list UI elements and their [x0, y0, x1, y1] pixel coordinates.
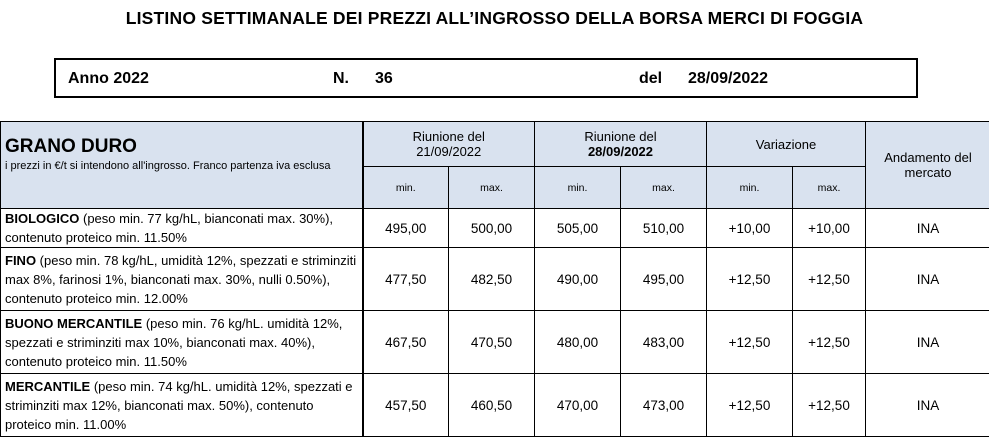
category-title: GRANO DURO [5, 136, 137, 157]
page-title: LISTINO SETTIMANALE DEI PREZZI ALL’INGROSSO DELLA BORSA MERCI DI FOGGIA [125, 8, 864, 28]
riunione-prev-date: 21/09/2022 [416, 144, 482, 159]
grade-name: BIOLOGICO [5, 211, 80, 226]
anno-label: Anno 2022 [68, 70, 149, 87]
riunione-current-date: 28/09/2022 [587, 144, 654, 159]
grade-name: MERCANTILE [5, 378, 91, 394]
variazione-header: Variazione [707, 122, 866, 167]
price-min-current: 480,00 [535, 311, 621, 374]
min-header: min. [363, 167, 449, 209]
riunione-current-label: Riunione del [584, 129, 657, 144]
table-row [1, 209, 989, 248]
market-trend: INA [866, 374, 989, 437]
price-min-prev: 495,00 [363, 209, 449, 248]
grade-name: FINO [5, 252, 37, 268]
variation-max: +12,50 [793, 248, 866, 311]
variation-max: +10,00 [793, 209, 866, 248]
market-trend: INA [866, 209, 989, 248]
table-row [1, 248, 989, 311]
max-header: max. [621, 167, 707, 209]
price-max-current: 483,00 [621, 311, 707, 374]
number-label: N. [333, 70, 349, 87]
riunione-current-header [535, 122, 707, 167]
variation-min: +10,00 [707, 209, 793, 248]
grade-spec: (peso min. 78 kg/hL, umidità 12%, spezzati e striminziti max 8%, farinosi 1%, bianconati max. 30%, nulli 0.50%), contenuto proteico min. 12.00% [5, 252, 357, 306]
price-max-prev: 470,50 [449, 311, 535, 374]
variation-min: +12,50 [707, 311, 793, 374]
grade-description [1, 374, 363, 437]
market-trend: INA [866, 248, 989, 311]
min-header: min. [707, 167, 793, 209]
grade-spec: (peso min. 77 kg/hL, bianconati max. 30%), contenuto proteico min. 11.50% [5, 211, 334, 245]
price-min-prev: 457,50 [363, 374, 449, 437]
price-max-prev: 500,00 [449, 209, 535, 248]
issue-info-box [54, 58, 918, 98]
price-min-current: 490,00 [535, 248, 621, 311]
category-header [1, 122, 363, 209]
price-min-prev: 477,50 [363, 248, 449, 311]
riunione-prev-label: Riunione del [412, 129, 485, 144]
variation-max: +12,50 [793, 311, 866, 374]
price-table [0, 121, 989, 437]
date-value: 28/09/2022 [688, 70, 769, 87]
price-max-prev: 482,50 [449, 248, 535, 311]
price-max-current: 510,00 [621, 209, 707, 248]
price-min-prev: 467,50 [363, 311, 449, 374]
price-max-prev: 460,50 [449, 374, 535, 437]
grade-spec: (peso min. 76 kg/hL. umidità 12%, spezzati e striminziti max 10%, bianconati max. 40%), contenuto proteico min. 11.50% [5, 315, 343, 369]
max-header: max. [793, 167, 866, 209]
grade-description [1, 248, 363, 311]
max-header: max. [449, 167, 535, 209]
grade-description [1, 311, 363, 374]
grade-name: BUONO MERCANTILE [5, 315, 143, 331]
price-min-current: 470,00 [535, 374, 621, 437]
market-trend: INA [866, 311, 989, 374]
grade-description [1, 209, 363, 248]
price-max-current: 495,00 [621, 248, 707, 311]
riunione-prev-header [363, 122, 535, 167]
variation-min: +12,50 [707, 248, 793, 311]
variation-max: +12,50 [793, 374, 866, 437]
table-row [1, 374, 989, 437]
price-note: i prezzi in €/t si intendono all'ingrosso. Franco partenza iva esclusa [5, 160, 331, 172]
andamento-header: Andamento del mercato [866, 122, 989, 209]
number-value: 36 [375, 70, 393, 87]
grade-spec: (peso min. 74 kg/hL. umidità 12%, spezzati e striminziti max 12%, bianconati max. 50%), contenuto proteico min. 11.00% [5, 378, 353, 432]
price-max-current: 473,00 [621, 374, 707, 437]
min-header: min. [535, 167, 621, 209]
table-row [1, 311, 989, 374]
date-label: del [639, 70, 663, 87]
variation-min: +12,50 [707, 374, 793, 437]
price-min-current: 505,00 [535, 209, 621, 248]
